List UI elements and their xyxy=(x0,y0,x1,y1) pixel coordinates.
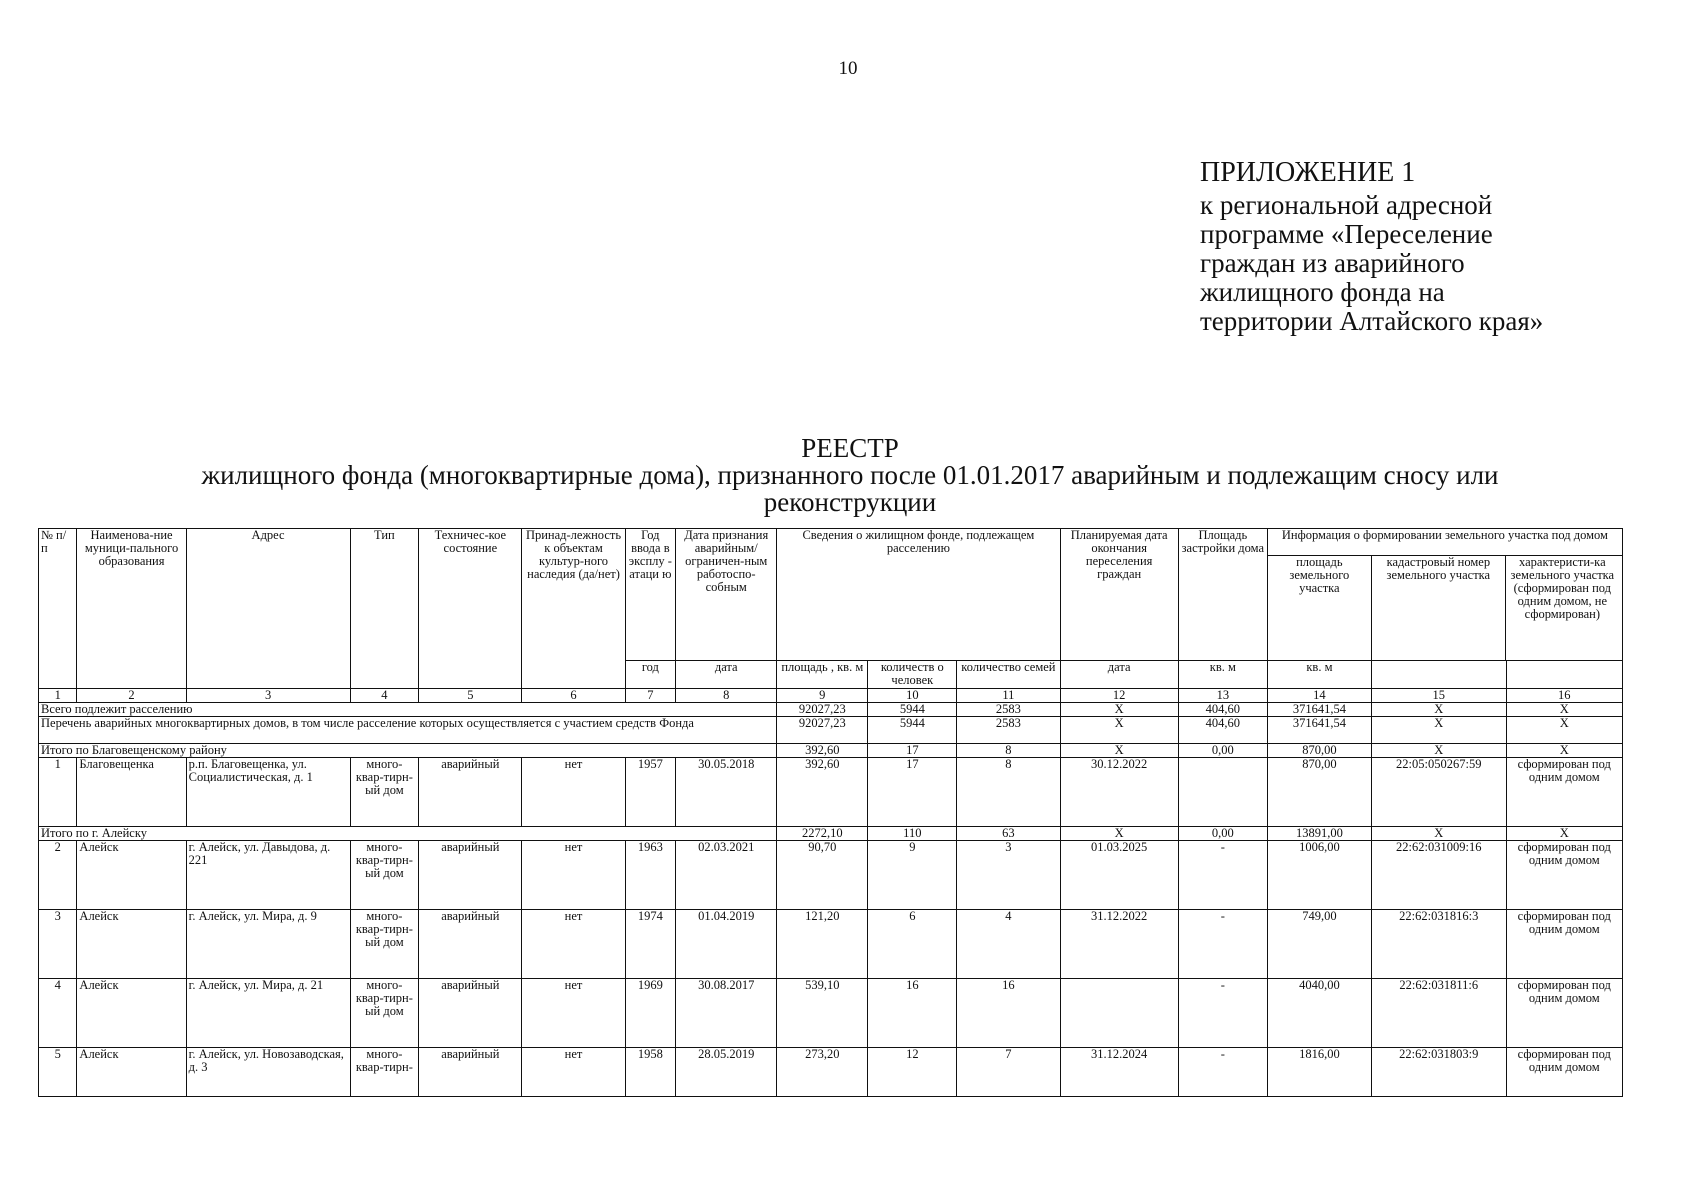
appendix-line: жилищного фонда на xyxy=(1200,277,1445,307)
unit-cell: количество семей xyxy=(957,661,1060,689)
group-plan-date: Х xyxy=(1060,827,1178,841)
col-number: 6 xyxy=(522,689,625,703)
cell-land-area: 870,00 xyxy=(1267,758,1371,827)
header-cell: Год ввода в эксплу - атаци ю xyxy=(625,529,676,661)
cell-plan-date: 30.12.2022 xyxy=(1060,758,1178,827)
col-number: 10 xyxy=(868,689,957,703)
cell-build-area: - xyxy=(1178,979,1267,1048)
registry-title xyxy=(120,435,1580,516)
header-group: Информация о формировании земельного участка под домом xyxy=(1268,529,1622,556)
cell-type: много-квар-тирн- xyxy=(350,1048,419,1097)
group-build-area: 0,00 xyxy=(1178,744,1267,758)
registry-table xyxy=(38,528,1623,1097)
appendix-line: к региональной адресной xyxy=(1200,190,1493,220)
col-number: 9 xyxy=(777,689,868,703)
header-cell: характеристи-ка земельного участка (сформирован под одним домом, не сформирован) xyxy=(1510,555,1615,621)
cell-area: 121,20 xyxy=(777,910,868,979)
total-cadastral: Х xyxy=(1372,703,1507,717)
cell-cadastral: 22:62:031816:3 xyxy=(1372,910,1507,979)
cell-type: много-квар-тирн-ый дом xyxy=(350,841,419,910)
cell-land-area: 4040,00 xyxy=(1267,979,1371,1048)
cell-cadastral: 22:62:031009:16 xyxy=(1372,841,1507,910)
cell-area: 392,60 xyxy=(777,758,868,827)
group-families: 63 xyxy=(957,827,1060,841)
cell-people: 12 xyxy=(868,1048,957,1097)
unit-cell: количеств о человек xyxy=(868,661,957,689)
cell-number: 5 xyxy=(39,1048,77,1097)
col-number: 15 xyxy=(1372,689,1507,703)
cell-municipality: Благовещенка xyxy=(77,758,186,827)
header-cell: площадь земельного участка xyxy=(1268,556,1372,660)
total-cadastral: Х xyxy=(1372,717,1507,744)
cell-number: 1 xyxy=(39,758,77,827)
total-land-char: Х xyxy=(1506,703,1622,717)
cell-area: 273,20 xyxy=(777,1048,868,1097)
cell-municipality: Алейск xyxy=(77,979,186,1048)
cell-year: 1969 xyxy=(625,979,676,1048)
appendix-title: ПРИЛОЖЕНИЕ 1 xyxy=(1200,157,1416,188)
cell-state: аварийный xyxy=(419,758,522,827)
cell-number: 3 xyxy=(39,910,77,979)
group-cadastral: Х xyxy=(1372,827,1507,841)
group-label: Итого по г. Алейску xyxy=(39,827,777,841)
header-cell: Наименова-ние муници-пального образования xyxy=(77,529,186,689)
appendix-block xyxy=(1200,158,1620,336)
group-land-char: Х xyxy=(1506,827,1622,841)
total-people: 5944 xyxy=(868,703,957,717)
total-land-area: 371641,54 xyxy=(1267,703,1371,717)
total-land-area: 371641,54 xyxy=(1267,717,1371,744)
cell-families: 16 xyxy=(957,979,1060,1048)
cell-people: 16 xyxy=(868,979,957,1048)
cell-land-area: 1816,00 xyxy=(1267,1048,1371,1097)
cell-families: 8 xyxy=(957,758,1060,827)
cell-year: 1963 xyxy=(625,841,676,910)
cell-area: 539,10 xyxy=(777,979,868,1048)
cell-heritage: нет xyxy=(522,841,625,910)
cell-area: 90,70 xyxy=(777,841,868,910)
header-group-land xyxy=(1267,529,1622,661)
unit-cell: дата xyxy=(1060,661,1178,689)
cell-people: 17 xyxy=(868,758,957,827)
group-families: 8 xyxy=(957,744,1060,758)
appendix-line: граждан из аварийного xyxy=(1200,248,1465,278)
group-plan-date: Х xyxy=(1060,744,1178,758)
header-cell: Площадь застройки дома xyxy=(1178,529,1267,661)
total-label: Перечень аварийных многоквартирных домов, в том числе расселение которых осуществляется с участием средств Фонда xyxy=(39,717,777,744)
cell-heritage: нет xyxy=(522,1048,625,1097)
cell-type: много-квар-тирн-ый дом xyxy=(350,758,419,827)
col-number: 1 xyxy=(39,689,77,703)
cell-date: 30.08.2017 xyxy=(676,979,777,1048)
unit-cell: кв. м xyxy=(1178,661,1267,689)
col-number: 8 xyxy=(676,689,777,703)
group-total-row xyxy=(39,744,1623,758)
cell-heritage: нет xyxy=(522,758,625,827)
cell-municipality: Алейск xyxy=(77,841,186,910)
cell-municipality: Алейск xyxy=(77,1048,186,1097)
appendix-line: программе «Переселение xyxy=(1200,219,1493,249)
header-cell: № п/ п xyxy=(39,529,77,689)
list-total-row xyxy=(39,717,1623,744)
cell-families: 3 xyxy=(957,841,1060,910)
cell-type: много-квар-тирн-ый дом xyxy=(350,910,419,979)
col-number: 5 xyxy=(419,689,522,703)
group-label: Итого по Благовещенскому району xyxy=(39,744,777,758)
cell-number: 4 xyxy=(39,979,77,1048)
cell-build-area: - xyxy=(1178,910,1267,979)
cell-heritage: нет xyxy=(522,979,625,1048)
cell-plan-date xyxy=(1060,979,1178,1048)
header-cell: Адрес xyxy=(186,529,350,689)
col-number: 7 xyxy=(625,689,676,703)
cell-type: много-квар-тирн-ый дом xyxy=(350,979,419,1048)
unit-cell: площадь , кв. м xyxy=(777,661,868,689)
total-label: Всего подлежит расселению xyxy=(39,703,777,717)
col-number: 12 xyxy=(1060,689,1178,703)
total-plan-date: Х xyxy=(1060,717,1178,744)
header-cell: Принад-лежность к объектам культур-ного наследия (да/нет) xyxy=(522,529,625,689)
cell-municipality: Алейск xyxy=(77,910,186,979)
group-people: 17 xyxy=(868,744,957,758)
cell-state: аварийный xyxy=(419,979,522,1048)
total-area: 92027,23 xyxy=(777,717,868,744)
group-total-row xyxy=(39,827,1623,841)
col-number: 16 xyxy=(1506,689,1622,703)
total-families: 2583 xyxy=(957,703,1060,717)
table-row xyxy=(39,1048,1623,1097)
cell-cadastral: 22:62:031811:6 xyxy=(1372,979,1507,1048)
cell-state: аварийный xyxy=(419,1048,522,1097)
cell-year: 1974 xyxy=(625,910,676,979)
total-build-area: 404,60 xyxy=(1178,703,1267,717)
cell-cadastral: 22:05:050267:59 xyxy=(1372,758,1507,827)
aleysk-rows xyxy=(39,841,1623,1097)
cell-families: 4 xyxy=(957,910,1060,979)
header-row xyxy=(39,529,1623,661)
cell-date: 30.05.2018 xyxy=(676,758,777,827)
header-cell: Дата признания аварийным/ ограничен-ным работоспо-собным xyxy=(676,529,777,661)
group-land-char: Х xyxy=(1506,744,1622,758)
cell-land-char: сформирован под одним домом xyxy=(1506,1048,1622,1097)
unit-cell: кв. м xyxy=(1267,661,1371,689)
col-number: 4 xyxy=(350,689,419,703)
registry-title-line: реконструкции xyxy=(763,487,937,517)
total-families: 2583 xyxy=(957,717,1060,744)
unit-cell xyxy=(1372,661,1507,689)
registry-title-line: жилищного фонда (многоквартирные дома), признанного после 01.01.2017 аварийным и подлежащим сносу или xyxy=(201,460,1499,490)
cell-address: г. Алейск, ул. Новозаводская, д. 3 xyxy=(186,1048,350,1097)
header-subcells xyxy=(1268,556,1622,660)
cell-year: 1957 xyxy=(625,758,676,827)
cell-heritage: нет xyxy=(522,910,625,979)
cell-land-char: сформирован под одним домом xyxy=(1506,841,1622,910)
total-row xyxy=(39,703,1623,717)
cell-build-area xyxy=(1178,758,1267,827)
cell-cadastral: 22:62:031803:9 xyxy=(1372,1048,1507,1097)
cell-land-area: 1006,00 xyxy=(1267,841,1371,910)
group-cadastral: Х xyxy=(1372,744,1507,758)
cell-state: аварийный xyxy=(419,910,522,979)
unit-cell: дата xyxy=(676,661,777,689)
cell-build-area: - xyxy=(1178,1048,1267,1097)
cell-address: г. Алейск, ул. Мира, д. 21 xyxy=(186,979,350,1048)
cell-number: 2 xyxy=(39,841,77,910)
column-number-row xyxy=(39,689,1623,703)
total-build-area: 404,60 xyxy=(1178,717,1267,744)
cell-people: 6 xyxy=(868,910,957,979)
table-row xyxy=(39,979,1623,1048)
header-cell: Планируемая дата окончания переселения граждан xyxy=(1060,529,1178,661)
cell-plan-date: 31.12.2024 xyxy=(1060,1048,1178,1097)
cell-land-char: сформирован под одним домом xyxy=(1506,910,1622,979)
header-cell: Тип xyxy=(350,529,419,689)
cell-year: 1958 xyxy=(625,1048,676,1097)
cell-date: 01.04.2019 xyxy=(676,910,777,979)
total-land-char: Х xyxy=(1506,717,1622,744)
total-people: 5944 xyxy=(868,717,957,744)
registry-title-line: РЕЕСТР xyxy=(801,433,899,463)
cell-address: г. Алейск, ул. Мира, д. 9 xyxy=(186,910,350,979)
cell-land-area: 749,00 xyxy=(1267,910,1371,979)
cell-date: 02.03.2021 xyxy=(676,841,777,910)
group-build-area: 0,00 xyxy=(1178,827,1267,841)
cell-plan-date: 31.12.2022 xyxy=(1060,910,1178,979)
col-number: 3 xyxy=(186,689,350,703)
unit-cell: год xyxy=(625,661,676,689)
cell-address: г. Алейск, ул. Давыдова, д. 221 xyxy=(186,841,350,910)
cell-plan-date: 01.03.2025 xyxy=(1060,841,1178,910)
col-number: 11 xyxy=(957,689,1060,703)
header-group: Сведения о жилищном фонде, подлежащем расселению xyxy=(777,529,1060,661)
total-plan-date: Х xyxy=(1060,703,1178,717)
col-number: 13 xyxy=(1178,689,1267,703)
page-number: 10 xyxy=(838,58,858,79)
table-row xyxy=(39,841,1623,910)
cell-address: р.п. Благовещенка, ул. Социалистическая, д. 1 xyxy=(186,758,350,827)
cell-land-char: сформирован под одним домом xyxy=(1506,979,1622,1048)
cell-build-area: - xyxy=(1178,841,1267,910)
col-number: 2 xyxy=(77,689,186,703)
total-area: 92027,23 xyxy=(777,703,868,717)
group-land-area: 13891,00 xyxy=(1267,827,1371,841)
cell-state: аварийный xyxy=(419,841,522,910)
table-row xyxy=(39,910,1623,979)
cell-land-char: сформирован под одним домом xyxy=(1506,758,1622,827)
group-area: 2272,10 xyxy=(777,827,868,841)
cell-families: 7 xyxy=(957,1048,1060,1097)
group-area: 392,60 xyxy=(777,744,868,758)
appendix-line: территории Алтайского края» xyxy=(1200,306,1544,336)
cell-date: 28.05.2019 xyxy=(676,1048,777,1097)
col-number: 14 xyxy=(1267,689,1371,703)
unit-cell xyxy=(1506,661,1622,689)
header-cell: Техничес-кое состояние xyxy=(419,529,522,689)
table-row xyxy=(39,758,1623,827)
cell-people: 9 xyxy=(868,841,957,910)
group-people: 110 xyxy=(868,827,957,841)
header-cell: кадастровый номер земельного участка xyxy=(1372,556,1506,660)
group-land-area: 870,00 xyxy=(1267,744,1371,758)
